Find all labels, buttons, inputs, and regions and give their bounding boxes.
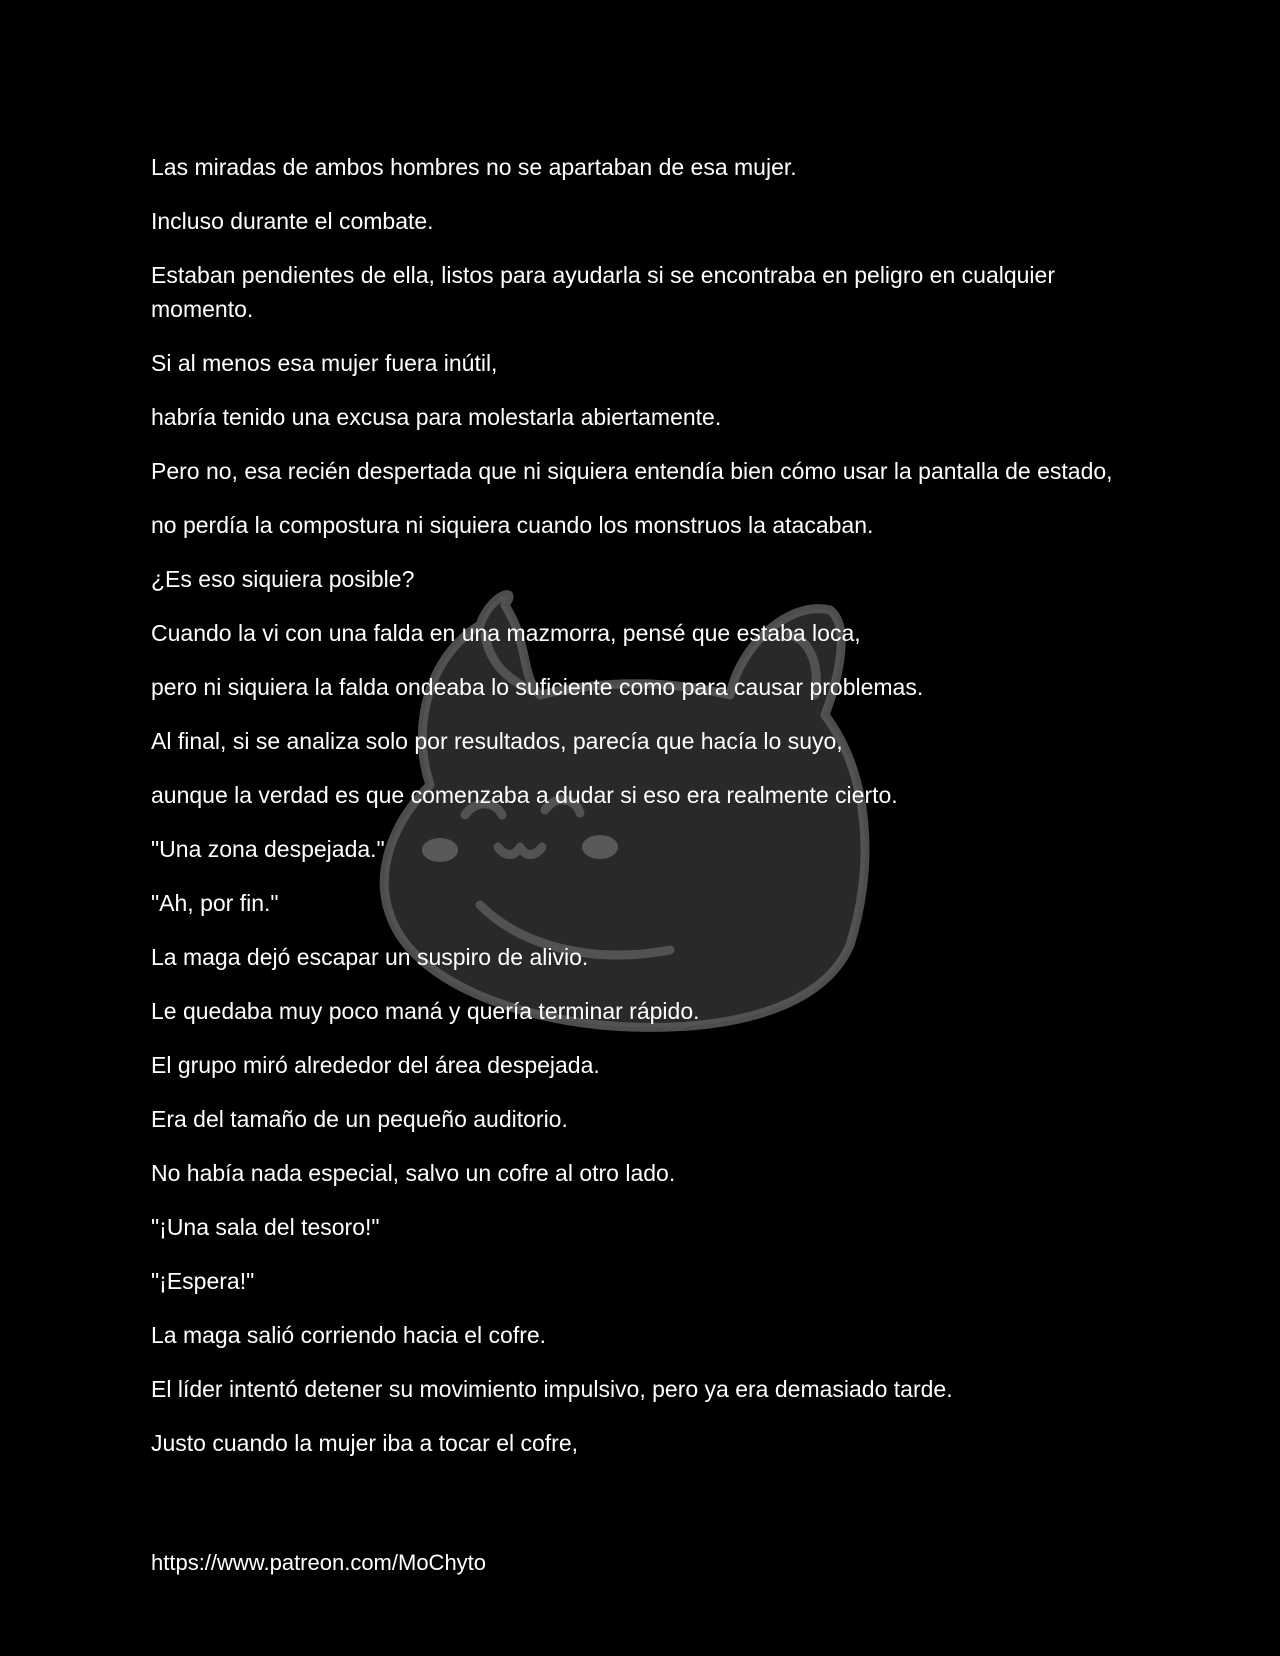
paragraph: habría tenido una excusa para molestarla abiertamente. [151, 404, 722, 430]
patreon-link[interactable]: https://www.patreon.com/MoChyto [151, 1550, 487, 1575]
paragraph: La maga salió corriendo hacia el cofre. [151, 1322, 547, 1348]
paragraph: no perdía la compostura ni siquiera cuando los monstruos la atacaban. [151, 512, 874, 538]
paragraph: Al final, si se analiza solo por resultados, parecía que hacía lo suyo, [151, 728, 843, 754]
paragraph: No había nada especial, salvo un cofre al otro lado. [151, 1160, 676, 1186]
paragraph: Le quedaba muy poco maná y quería terminar rápido. [151, 998, 700, 1024]
paragraph: "¡Espera!" [151, 1268, 255, 1294]
paragraph: pero ni siquiera la falda ondeaba lo suficiente como para causar problemas. [151, 674, 924, 700]
paragraph: Si al menos esa mujer fuera inútil, [151, 350, 498, 376]
paragraph: Las miradas de ambos hombres no se apartaban de esa mujer. [151, 154, 797, 180]
paragraph: "¡Una sala del tesoro!" [151, 1214, 380, 1240]
story-text [151, 150, 1131, 1480]
paragraph: La maga dejó escapar un suspiro de alivio. [151, 944, 589, 970]
paragraph: Justo cuando la mujer iba a tocar el cofre, [151, 1430, 579, 1456]
paragraph: Incluso durante el combate. [151, 208, 434, 234]
paragraph: "Una zona despejada." [151, 836, 385, 862]
paragraph: "Ah, por fin." [151, 890, 279, 916]
paragraph: El grupo miró alrededor del área despejada. [151, 1052, 600, 1078]
paragraph: El líder intentó detener su movimiento impulsivo, pero ya era demasiado tarde. [151, 1376, 953, 1402]
paragraph: Pero no, esa recién despertada que ni siquiera entendía bien cómo usar la pantalla de estado, [151, 458, 1113, 484]
paragraph: Estaban pendientes de ella, listos para ayudarla si se encontraba en peligro en cualquier momento. [151, 262, 1055, 322]
paragraph: Era del tamaño de un pequeño auditorio. [151, 1106, 568, 1132]
paragraph: Cuando la vi con una falda en una mazmorra, pensé que estaba loca, [151, 620, 861, 646]
paragraph: aunque la verdad es que comenzaba a dudar si eso era realmente cierto. [151, 782, 898, 808]
paragraph: ¿Es eso siquiera posible? [151, 566, 415, 592]
